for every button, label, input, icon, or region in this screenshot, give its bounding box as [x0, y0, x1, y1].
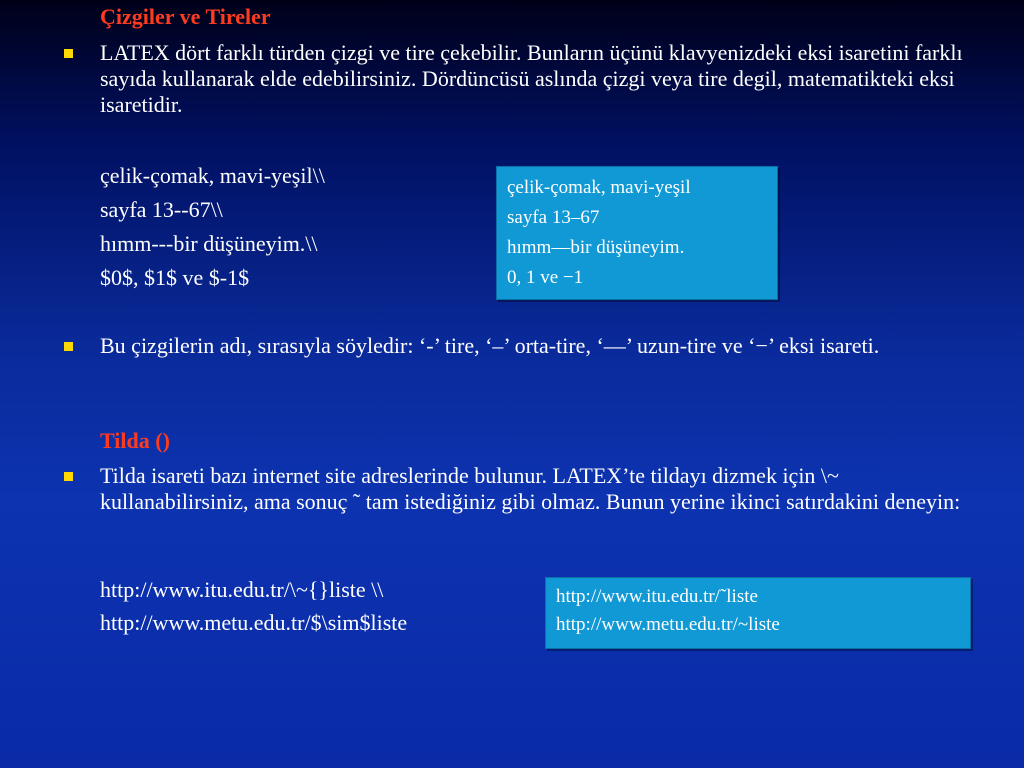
output-line: sayfa 13–67	[507, 207, 600, 228]
output-box-dashes	[496, 166, 778, 300]
code-line: http://www.metu.edu.tr/$\sim$liste	[100, 610, 408, 635]
square-bullet-icon	[64, 472, 73, 481]
output-box-tilde	[545, 577, 971, 649]
output-line: http://www.metu.edu.tr/~liste	[556, 614, 780, 635]
code-line: sayfa 13--67\\	[100, 197, 223, 222]
output-line: 0, 1 ve −1	[507, 267, 584, 288]
bullet-text: Tilda isareti bazı internet site adreslerinde bulunur. LATEX’te tildayı dizmek için \~ kullanabilirsiniz, ama sonuç ˜ tam istediğiniz gibi olmaz. Bunun yerine ikinci satırdakini deneyin:	[100, 463, 961, 514]
code-line: $0$, $1$ ve $-1$	[100, 265, 250, 290]
bullet-text: Bu çizgilerin adı, sırasıyla söyledir: ‘-’ tire, ‘–’ orta-tire, ‘—’ uzun-tire ve ‘−’ eksi isareti.	[100, 333, 880, 358]
square-bullet-icon	[64, 49, 73, 58]
section-heading-tilda: Tilda ()	[100, 428, 170, 453]
section-heading-cizgiler: Çizgiler ve Tireler	[100, 4, 271, 29]
bullet-item-dash-names	[60, 333, 990, 359]
output-line: http://www.itu.edu.tr/˜liste	[556, 586, 758, 607]
bullet-item-tilda	[60, 463, 990, 515]
code-line: http://www.itu.edu.tr/\~{}liste \\	[100, 577, 384, 602]
code-line: çelik-çomak, mavi-yeşil\\	[100, 163, 325, 188]
output-line: çelik-çomak, mavi-yeşil	[507, 177, 691, 198]
output-line: hımm—bir düşüneyim.	[507, 237, 685, 258]
bullet-text: LATEX dört farklı türden çizgi ve tire çekebilir. Bunların üçünü klavyenizdeki eksi isaretini farklı sayıda kullanarak elde edebilirsiniz. Dördüncüsü aslında çizgi veya tire degil, matematikteki eksi isaretidir.	[100, 40, 963, 117]
bullet-item-cizgiler	[60, 40, 990, 118]
square-bullet-icon	[64, 342, 73, 351]
code-line: hımm---bir düşüneyim.\\	[100, 231, 318, 256]
